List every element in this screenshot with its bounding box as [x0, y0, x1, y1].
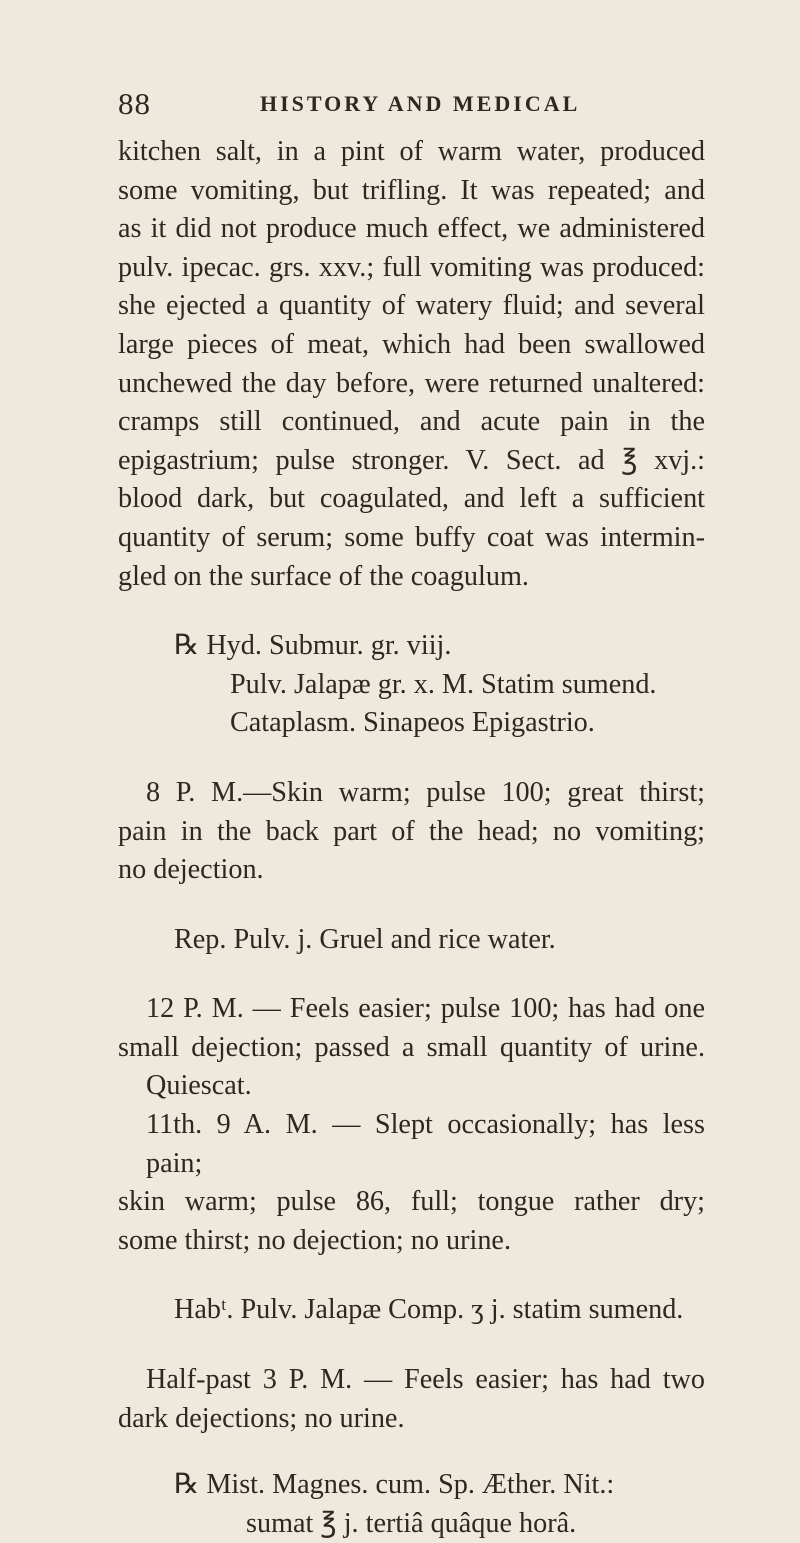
- paragraph-half-past-3: [118, 1361, 705, 1438]
- prescription-1: [118, 627, 705, 743]
- text-line: no dejection.: [118, 854, 264, 886]
- prescription-line: ℞ Mist. Magnes. cum. Sp. Æther. Nit.:: [174, 1469, 615, 1501]
- text-line: quantity of serum; some buffy coat was intermin-: [118, 521, 705, 553]
- paragraph-case-notes: [118, 133, 705, 596]
- text-line: Half-past 3 P. M. — Feels easier; has had two: [146, 1364, 705, 1396]
- text-line: dark dejections; no urine.: [118, 1402, 405, 1434]
- text-line: she ejected a quantity of watery fluid; and several: [118, 290, 705, 322]
- text-line: some vomiting, but trifling. It was repeated; and: [118, 174, 705, 206]
- text-line: large pieces of meat, which had been swallowed: [118, 328, 705, 360]
- text-line: small dejection; passed a small quantity of urine.: [118, 1031, 705, 1063]
- text-line: blood dark, but coagulated, and left a sufficient: [118, 483, 705, 515]
- text-line: skin warm; pulse 86, full; tongue rather dry;: [118, 1186, 705, 1218]
- page-number: 88: [118, 86, 151, 121]
- text-line: epigastrium; pulse stronger. V. Sect. ad ℥ xvj.:: [118, 444, 705, 476]
- text-line: as it did not produce much effect, we administered: [118, 213, 705, 245]
- text-line: some thirst; no dejection; no urine.: [118, 1224, 511, 1256]
- text-line: pain in the back part of the head; no vomiting;: [118, 815, 705, 847]
- prescription-4: [118, 1466, 705, 1543]
- paragraph-11th: [118, 1106, 705, 1260]
- text-line: 8 P. M.—Skin warm; pulse 100; great thirst;: [146, 776, 705, 808]
- prescription-2: Rep. Pulv. j. Gruel and rice water.: [174, 923, 556, 955]
- text-line: Quiescat.: [146, 1070, 252, 1102]
- text-line: pulv. ipecac. grs. xxv.; full vomiting was produced:: [118, 251, 705, 283]
- text-line: unchewed the day before, were returned unaltered:: [118, 367, 705, 399]
- text-line: gled on the surface of the coagulum.: [118, 560, 529, 592]
- running-head: HISTORY AND MEDICAL: [260, 91, 581, 116]
- prescription-line: Cataplasm. Sinapeos Epigastrio.: [230, 707, 595, 739]
- prescription-line: ℞ Hyd. Submur. gr. viij.: [174, 630, 452, 662]
- text-line: kitchen salt, in a pint of warm water, produced: [118, 136, 705, 167]
- text-line: 12 P. M. — Feels easier; pulse 100; has had one: [146, 993, 705, 1025]
- paragraph-12pm: [118, 990, 705, 1106]
- prescription-line: sumat ℥ j. tertiâ quâque horâ.: [246, 1507, 577, 1539]
- prescription-3: Habᵗ. Pulv. Jalapæ Comp. ʒ j. statim sumend.: [174, 1294, 684, 1326]
- page-body: [118, 133, 705, 1543]
- page-header: [118, 86, 718, 126]
- paragraph-8pm: [118, 774, 705, 890]
- text-line: 11th. 9 A. M. — Slept occasionally; has less pain;: [146, 1109, 705, 1179]
- text-line: cramps still continued, and acute pain in the: [118, 406, 705, 438]
- prescription-line: Pulv. Jalapæ gr. x. M. Statim sumend.: [230, 668, 657, 700]
